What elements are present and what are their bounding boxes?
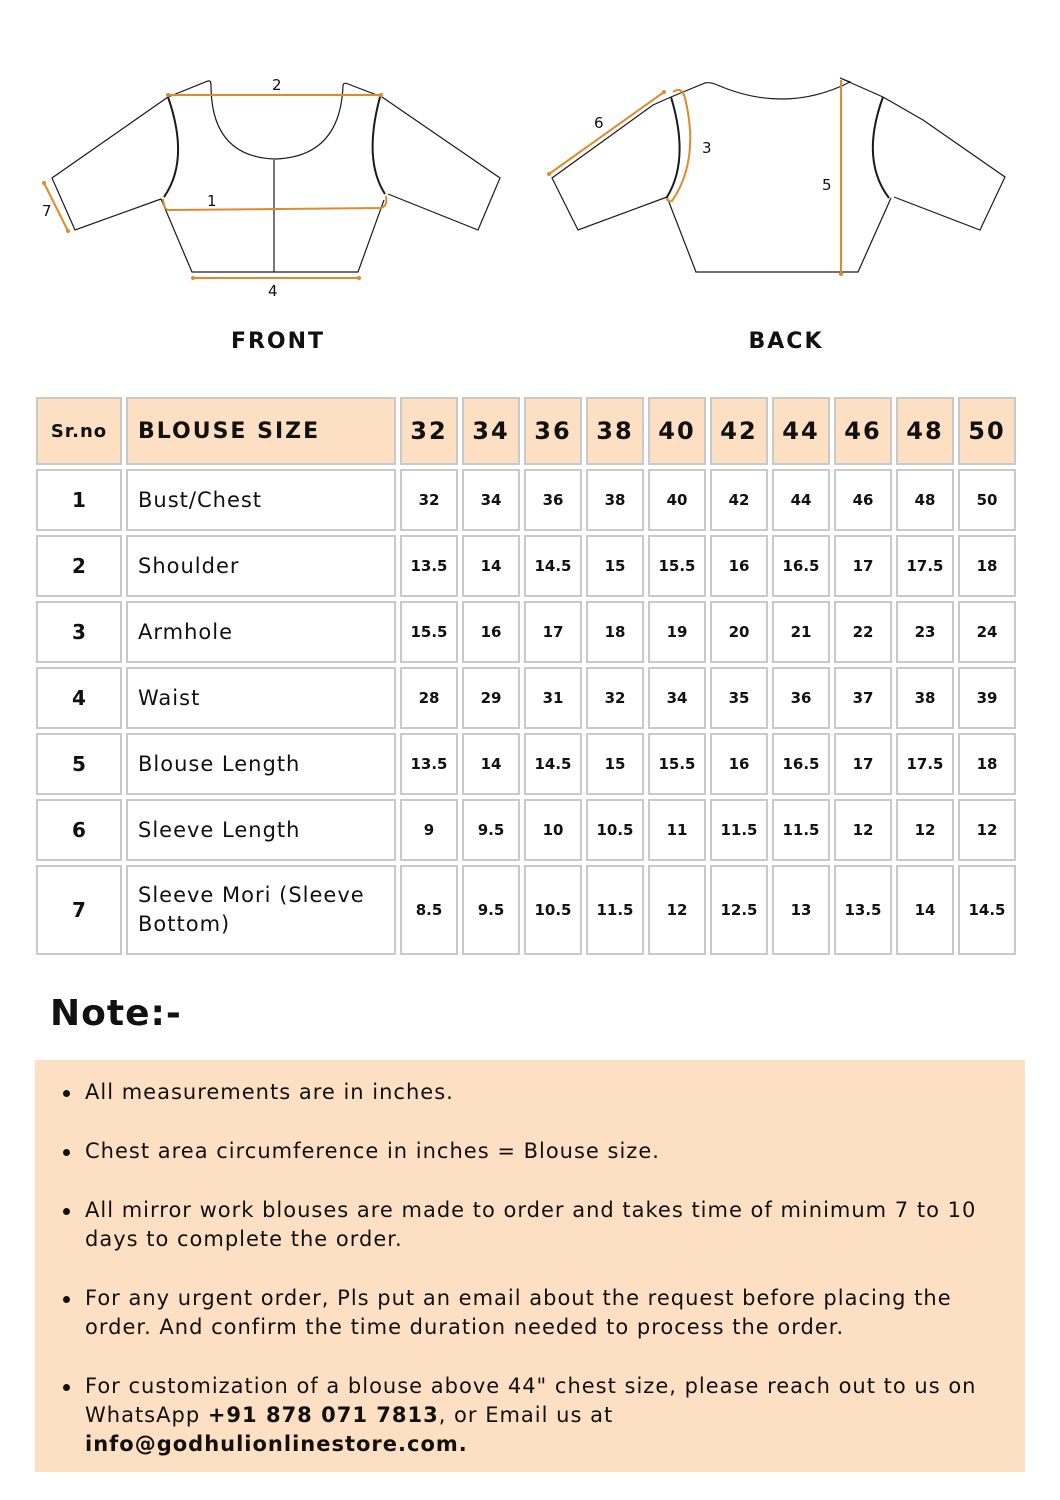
table-row	[36, 469, 1016, 531]
row-value: 9.5	[462, 799, 520, 861]
row-value: 9.5	[462, 865, 520, 955]
row-value: 28	[400, 667, 458, 729]
note-box	[35, 1060, 1025, 1472]
note-heading: Note:-	[50, 993, 182, 1034]
back-view-label: BACK	[748, 329, 824, 354]
row-value: 32	[586, 667, 644, 729]
row-srno: 1	[36, 469, 122, 531]
header-size-44: 44	[772, 397, 830, 465]
row-value: 17.5	[896, 535, 954, 597]
row-value: 15.5	[648, 733, 706, 795]
row-value: 16	[710, 535, 768, 597]
header-size-46: 46	[834, 397, 892, 465]
row-value: 40	[648, 469, 706, 531]
table-row	[36, 799, 1016, 861]
row-value: 16	[710, 733, 768, 795]
row-value: 39	[958, 667, 1016, 729]
marker-7-label: 7	[42, 202, 52, 220]
row-value: 11.5	[772, 799, 830, 861]
row-srno: 3	[36, 601, 122, 663]
row-measurement-name: Armhole	[126, 601, 396, 663]
row-value: 32	[400, 469, 458, 531]
marker-2-label: 2	[272, 76, 282, 94]
row-value: 34	[648, 667, 706, 729]
row-value: 13	[772, 865, 830, 955]
row-measurement-name: Shoulder	[126, 535, 396, 597]
row-value: 12	[648, 865, 706, 955]
row-value: 11	[648, 799, 706, 861]
row-value: 10.5	[586, 799, 644, 861]
marker-3-label: 3	[702, 139, 712, 157]
row-value: 44	[772, 469, 830, 531]
row-value: 9	[400, 799, 458, 861]
row-value: 12	[896, 799, 954, 861]
note-item-contact	[85, 1372, 1015, 1459]
row-value: 14.5	[524, 733, 582, 795]
row-value: 22	[834, 601, 892, 663]
row-value: 42	[710, 469, 768, 531]
row-measurement-name: Blouse Length	[126, 733, 396, 795]
table-header-row	[36, 397, 1016, 465]
row-value: 29	[462, 667, 520, 729]
row-value: 36	[524, 469, 582, 531]
note-item: Chest area circumference in inches = Blouse size.	[85, 1137, 1015, 1166]
row-value: 23	[896, 601, 954, 663]
row-measurement-name: Bust/Chest	[126, 469, 396, 531]
header-size-36: 36	[524, 397, 582, 465]
note-item: For any urgent order, Pls put an email about the request before placing the order. And confirm the time duration needed to process the order.	[85, 1284, 1015, 1342]
row-value: 17	[834, 535, 892, 597]
row-value: 16.5	[772, 733, 830, 795]
header-size-34: 34	[462, 397, 520, 465]
table-row	[36, 601, 1016, 663]
contact-email[interactable]: info@godhulionlinestore.com.	[85, 1432, 468, 1456]
row-srno: 4	[36, 667, 122, 729]
whatsapp-number[interactable]: +91 878 071 7813	[207, 1403, 439, 1427]
note-item: All measurements are in inches.	[85, 1078, 1015, 1107]
front-blouse-illustration	[30, 60, 530, 300]
row-value: 38	[896, 667, 954, 729]
row-value: 14	[896, 865, 954, 955]
row-value: 20	[710, 601, 768, 663]
row-value: 35	[710, 667, 768, 729]
contact-text-middle: , or Email us at	[438, 1403, 614, 1427]
row-value: 15	[586, 733, 644, 795]
row-value: 18	[958, 733, 1016, 795]
row-value: 21	[772, 601, 830, 663]
marker-1-label: 1	[207, 192, 217, 210]
row-value: 46	[834, 469, 892, 531]
row-measurement-name: Waist	[126, 667, 396, 729]
back-blouse-illustration	[530, 60, 1030, 300]
marker-5-label: 5	[822, 176, 832, 194]
blouse-size-chart-table	[32, 393, 1020, 959]
contact-text-prefix: For customization of a blouse above 44" chest size, please reach out to us on WhatsApp	[85, 1374, 977, 1427]
row-value: 11.5	[586, 865, 644, 955]
row-measurement-name: Sleeve Length	[126, 799, 396, 861]
row-value: 38	[586, 469, 644, 531]
table-row	[36, 865, 1016, 955]
header-size-32: 32	[400, 397, 458, 465]
front-blouse-diagram	[30, 60, 530, 300]
row-srno: 7	[36, 865, 122, 955]
row-value: 36	[772, 667, 830, 729]
row-value: 48	[896, 469, 954, 531]
row-value: 17	[524, 601, 582, 663]
row-value: 16.5	[772, 535, 830, 597]
row-value: 14.5	[524, 535, 582, 597]
row-value: 14	[462, 733, 520, 795]
row-srno: 2	[36, 535, 122, 597]
row-value: 24	[958, 601, 1016, 663]
header-size-42: 42	[710, 397, 768, 465]
row-value: 14.5	[958, 865, 1016, 955]
note-item: All mirror work blouses are made to order and takes time of minimum 7 to 10 days to complete the order.	[85, 1196, 1015, 1254]
note-list	[85, 1078, 1015, 1489]
header-size-48: 48	[896, 397, 954, 465]
row-value: 13.5	[400, 535, 458, 597]
row-value: 18	[958, 535, 1016, 597]
row-value: 18	[586, 601, 644, 663]
marker-4-label: 4	[268, 282, 278, 300]
row-value: 10	[524, 799, 582, 861]
row-value: 15.5	[400, 601, 458, 663]
row-value: 12	[834, 799, 892, 861]
header-size-38: 38	[586, 397, 644, 465]
row-value: 12.5	[710, 865, 768, 955]
row-srno: 5	[36, 733, 122, 795]
row-value: 34	[462, 469, 520, 531]
row-measurement-name: Sleeve Mori (Sleeve Bottom)	[126, 865, 396, 955]
header-size-40: 40	[648, 397, 706, 465]
row-value: 16	[462, 601, 520, 663]
row-value: 19	[648, 601, 706, 663]
row-value: 15.5	[648, 535, 706, 597]
row-srno: 6	[36, 799, 122, 861]
header-srno: Sr.no	[36, 397, 122, 465]
row-value: 31	[524, 667, 582, 729]
row-value: 17.5	[896, 733, 954, 795]
row-value: 50	[958, 469, 1016, 531]
table-row	[36, 667, 1016, 729]
row-value: 13.5	[834, 865, 892, 955]
back-blouse-diagram	[530, 60, 1030, 300]
marker-6-label: 6	[594, 114, 604, 132]
row-value: 17	[834, 733, 892, 795]
front-view-label: FRONT	[230, 329, 326, 354]
row-value: 11.5	[710, 799, 768, 861]
header-size-50: 50	[958, 397, 1016, 465]
row-value: 14	[462, 535, 520, 597]
row-value: 15	[586, 535, 644, 597]
row-value: 37	[834, 667, 892, 729]
row-value: 8.5	[400, 865, 458, 955]
row-value: 10.5	[524, 865, 582, 955]
row-value: 12	[958, 799, 1016, 861]
table-row	[36, 733, 1016, 795]
row-value: 13.5	[400, 733, 458, 795]
table-row	[36, 535, 1016, 597]
header-blouse-size: BLOUSE SIZE	[126, 397, 396, 465]
